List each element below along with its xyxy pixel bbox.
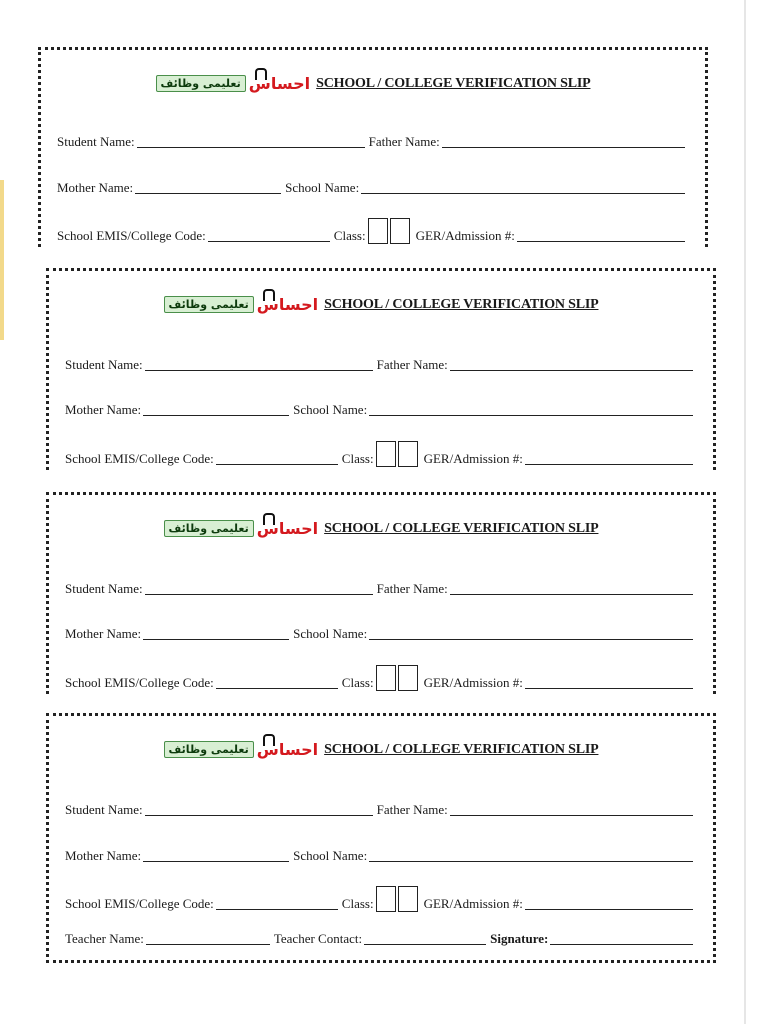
row-mother-school (65, 626, 697, 642)
student-name-label: Student Name: (65, 802, 143, 817)
row-mother-school (65, 848, 697, 864)
father-name-label: Father Name: (368, 134, 440, 149)
class-label: Class: (341, 675, 374, 690)
logo-badge: تعلیمی وظائف (164, 296, 254, 313)
mother-name-field[interactable] (143, 627, 289, 640)
logo-mark: احساس (257, 289, 318, 313)
emis-field[interactable] (216, 452, 338, 465)
emis-field[interactable] (216, 676, 338, 689)
slip-header (49, 734, 713, 758)
row-emis-class-ger (57, 218, 689, 244)
ehsaas-logo (164, 734, 319, 758)
ger-label: GER/Admission #: (423, 896, 523, 911)
row-emis-class-ger (65, 441, 697, 467)
school-name-field[interactable] (361, 181, 685, 194)
student-name-field[interactable] (145, 358, 373, 371)
paper-edge-right (744, 0, 746, 1024)
father-name-field[interactable] (450, 582, 693, 595)
ger-field[interactable] (525, 897, 693, 910)
emis-field[interactable] (216, 897, 338, 910)
school-name-label: School Name: (293, 402, 368, 417)
verification-slip-3 (46, 492, 716, 694)
class-box-1[interactable] (376, 441, 396, 467)
school-name-label: School Name: (285, 180, 360, 195)
class-box-2[interactable] (390, 218, 410, 244)
school-name-field[interactable] (369, 627, 693, 640)
student-name-field[interactable] (137, 135, 365, 148)
ger-label: GER/Admission #: (423, 675, 523, 690)
school-name-field[interactable] (369, 849, 693, 862)
father-name-label: Father Name: (376, 802, 448, 817)
mother-name-label: Mother Name: (57, 180, 134, 195)
ger-field[interactable] (525, 452, 693, 465)
logo-badge: تعلیمی وظائف (156, 75, 246, 92)
signature-label: Signature: (490, 931, 549, 946)
ger-label: GER/Admission #: (415, 228, 515, 243)
slip-title: SCHOOL / COLLEGE VERIFICATION SLIP (324, 297, 599, 312)
father-name-label: Father Name: (376, 357, 448, 372)
mother-name-label: Mother Name: (65, 848, 142, 863)
ehsaas-logo (156, 68, 311, 92)
class-box-1[interactable] (368, 218, 388, 244)
row-student-father (57, 134, 689, 150)
emis-label: School EMIS/College Code: (57, 228, 206, 243)
slip-header (41, 68, 705, 92)
school-name-field[interactable] (369, 403, 693, 416)
student-name-field[interactable] (145, 582, 373, 595)
class-box-1[interactable] (376, 665, 396, 691)
row-student-father (65, 802, 697, 818)
logo-mark: احساس (257, 734, 318, 758)
mother-name-field[interactable] (143, 403, 289, 416)
teacher-contact-label: Teacher Contact: (273, 931, 363, 946)
class-box-2[interactable] (398, 665, 418, 691)
class-box-2[interactable] (398, 886, 418, 912)
logo-mark: احساس (257, 513, 318, 537)
signature-field[interactable] (550, 932, 693, 945)
class-label: Class: (341, 896, 374, 911)
emis-label: School EMIS/College Code: (65, 675, 214, 690)
teacher-name-field[interactable] (146, 932, 270, 945)
slip-title: SCHOOL / COLLEGE VERIFICATION SLIP (316, 76, 591, 91)
row-student-father (65, 581, 697, 597)
ger-label: GER/Admission #: (423, 451, 523, 466)
student-name-label: Student Name: (65, 357, 143, 372)
logo-mark: احساس (249, 68, 310, 92)
teacher-name-label: Teacher Name: (65, 931, 144, 946)
ehsaas-logo (164, 289, 319, 313)
logo-badge: تعلیمی وظائف (164, 741, 254, 758)
school-name-label: School Name: (293, 848, 368, 863)
mother-name-label: Mother Name: (65, 626, 142, 641)
class-label: Class: (341, 451, 374, 466)
row-emis-class-ger (65, 886, 697, 912)
verification-slip-1 (38, 47, 708, 247)
slip-header (49, 513, 713, 537)
row-mother-school (65, 402, 697, 418)
row-mother-school (57, 180, 689, 196)
ehsaas-logo (164, 513, 319, 537)
ger-field[interactable] (517, 229, 685, 242)
verification-slip-2 (46, 268, 716, 470)
student-name-label: Student Name: (57, 134, 135, 149)
row-student-father (65, 357, 697, 373)
father-name-field[interactable] (450, 358, 693, 371)
class-box-1[interactable] (376, 886, 396, 912)
father-name-field[interactable] (442, 135, 685, 148)
ger-field[interactable] (525, 676, 693, 689)
teacher-contact-field[interactable] (364, 932, 486, 945)
paper-edge-left (0, 180, 4, 340)
slip-header (49, 289, 713, 313)
student-name-field[interactable] (145, 803, 373, 816)
row-teacher (65, 931, 697, 947)
row-emis-class-ger (65, 665, 697, 691)
slip-title: SCHOOL / COLLEGE VERIFICATION SLIP (324, 521, 599, 536)
mother-name-field[interactable] (143, 849, 289, 862)
emis-label: School EMIS/College Code: (65, 896, 214, 911)
mother-name-field[interactable] (135, 181, 281, 194)
class-label: Class: (333, 228, 366, 243)
school-name-label: School Name: (293, 626, 368, 641)
slip-title: SCHOOL / COLLEGE VERIFICATION SLIP (324, 742, 599, 757)
mother-name-label: Mother Name: (65, 402, 142, 417)
class-box-2[interactable] (398, 441, 418, 467)
verification-slip-4 (46, 713, 716, 963)
emis-field[interactable] (208, 229, 330, 242)
logo-badge: تعلیمی وظائف (164, 520, 254, 537)
father-name-label: Father Name: (376, 581, 448, 596)
father-name-field[interactable] (450, 803, 693, 816)
emis-label: School EMIS/College Code: (65, 451, 214, 466)
student-name-label: Student Name: (65, 581, 143, 596)
